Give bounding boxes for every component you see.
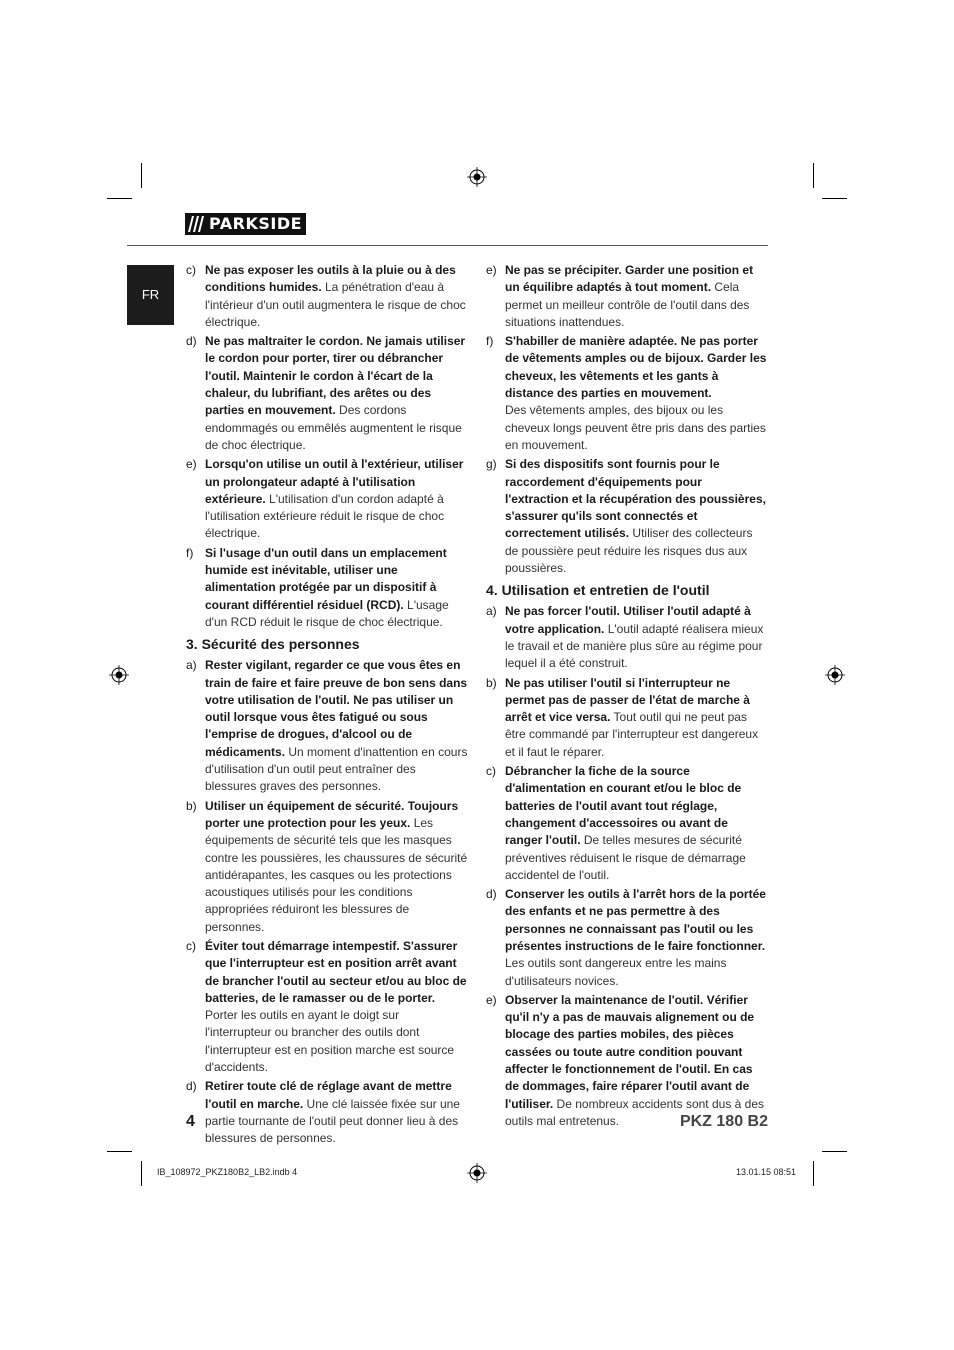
list-item bbox=[186, 262, 468, 331]
file-slug: IB_108972_PKZ180B2_LB2.indb 4 bbox=[157, 1167, 298, 1177]
item-label: f) bbox=[486, 334, 494, 349]
item-label: a) bbox=[486, 604, 497, 619]
item-instruction: Rester vigilant, regarder ce que vous êtes en train de faire et faire preuve de bon sens dans votre utilisation de l'outil. Ne pas utiliser un outil lorsque vous êtes fatigué ou sous l'emprise de drogues, d'alcool ou de médicaments. bbox=[205, 658, 468, 759]
item-label: c) bbox=[186, 938, 196, 953]
crop-mark bbox=[813, 163, 814, 188]
item-explanation: Les équipements de sécurité tels que les masques contre les poussières, les chaussures de sécurité antidérapantes, les casques ou les protections acoustiques utilisés pour les conditions appropriées réduiront les blessures de personnes. bbox=[205, 815, 468, 934]
right-column bbox=[486, 262, 768, 1132]
item-body bbox=[205, 798, 468, 936]
item-body bbox=[505, 262, 768, 331]
item-explanation: L'utilisation d'un cordon adapté à l'utilisation extérieure réduit le risque de choc électrique. bbox=[205, 491, 445, 541]
section-heading: 4. Utilisation et entretien de l'outil bbox=[486, 582, 710, 599]
item-label: b) bbox=[486, 675, 497, 690]
item-explanation: Des cordons endommagés ou emmêlés augmentent le risque de choc électrique. bbox=[205, 403, 462, 452]
item-instruction: Ne pas se précipiter. Garder une position et un équilibre adaptés à tout moment. bbox=[505, 263, 754, 295]
registration-mark-icon bbox=[467, 1163, 487, 1183]
crop-mark bbox=[822, 198, 847, 199]
crop-mark bbox=[822, 1151, 847, 1152]
item-explanation: De telles mesures de sécurité préventives réduisent le risque de démarrage accidentel de l'outil. bbox=[505, 833, 746, 882]
list-item bbox=[486, 262, 768, 331]
list-item bbox=[186, 938, 468, 1076]
brand-name: PARKSIDE bbox=[207, 213, 306, 235]
item-label: g) bbox=[486, 457, 497, 472]
section-heading: 3. Sécurité des personnes bbox=[186, 636, 360, 653]
item-label: b) bbox=[186, 798, 197, 813]
item-explanation: Tout outil qui ne peut pas être commandé par l'interrupteur est dangereux et il faut le réparer. bbox=[505, 710, 759, 759]
item-body bbox=[505, 763, 768, 884]
crop-mark bbox=[141, 1161, 142, 1186]
item-instruction: Utiliser un équipement de sécurité. Toujours porter une protection pour les yeux. bbox=[205, 798, 459, 830]
list-item bbox=[486, 603, 768, 672]
item-label: e) bbox=[486, 992, 497, 1007]
registration-mark-icon bbox=[825, 665, 845, 685]
item-explanation: Porter les outils en ayant le doigt sur l'interrupteur ou brancher des outils dont l'interrupteur est en position marche est source d'accidents. bbox=[205, 1008, 455, 1075]
item-instruction: Conserver les outils à l'arrêt hors de la portée des enfants et ne pas permettre à des personnes ne connaissant pas l'outil ou les présentes instructions de le faire fonctionner. bbox=[505, 887, 766, 953]
list-item bbox=[486, 675, 768, 761]
crop-mark bbox=[107, 1151, 132, 1152]
item-instruction: Si des dispositifs sont fournis pour le raccordement d'équipements pour l'extraction et la récupération des poussières, s'assurer qu'ils sont connectés et correctement utilisés. bbox=[505, 457, 766, 541]
item-instruction: Lorsqu'on utilise un outil à l'extérieur, utiliser un prolongateur adapté à l'utilisation extérieure. bbox=[205, 457, 464, 506]
item-explanation: Les outils sont dangereux entre les mains d'utilisateurs novices. bbox=[505, 956, 727, 988]
registration-mark-icon bbox=[109, 665, 129, 685]
item-body bbox=[505, 456, 768, 577]
page-number: 4 bbox=[186, 1113, 195, 1130]
crop-mark bbox=[107, 198, 132, 199]
item-label: c) bbox=[186, 263, 196, 277]
item-instruction: S'habiller de manière adaptée. Ne pas porter de vêtements amples ou de bijoux. Garder les cheveux, les vêtements et les gants à distance des parties en mouvement. bbox=[505, 334, 767, 401]
brand-logo bbox=[185, 213, 306, 235]
item-body bbox=[205, 456, 468, 542]
item-instruction: Ne pas exposer les outils à la pluie ou à des conditions humides. bbox=[205, 263, 456, 295]
item-explanation: De nombreux accidents sont dus à des outils mal entretenus. bbox=[505, 1096, 765, 1128]
left-column bbox=[186, 262, 468, 1150]
item-label: d) bbox=[186, 1079, 197, 1094]
item-label: e) bbox=[186, 457, 197, 472]
item-label: d) bbox=[486, 887, 497, 902]
list-item bbox=[486, 992, 768, 1130]
list-item bbox=[186, 657, 468, 795]
crop-mark bbox=[813, 1161, 814, 1186]
item-body bbox=[505, 992, 768, 1130]
list-item bbox=[486, 456, 768, 577]
item-label: e) bbox=[486, 263, 497, 277]
timestamp-slug: 13.01.15 08:51 bbox=[736, 1167, 797, 1177]
header-rule bbox=[127, 245, 768, 246]
item-explanation: L'outil adapté réalisera mieux le travail et de manière plus sûre au régime pour lequel il a été construit. bbox=[505, 621, 764, 671]
item-instruction: Ne pas utiliser l'outil si l'interrupteur ne permet pas de passer de l'état de marche à arrêt et vice versa. bbox=[505, 675, 750, 725]
list-item bbox=[186, 1078, 468, 1147]
item-body bbox=[205, 545, 468, 631]
language-tab: FR bbox=[127, 265, 174, 325]
registration-mark-icon bbox=[467, 167, 487, 187]
model-name: PKZ 180 B2 bbox=[679, 1113, 768, 1130]
parkside-stripes-icon bbox=[185, 213, 207, 235]
item-label: a) bbox=[186, 658, 197, 673]
item-body bbox=[205, 657, 468, 795]
item-explanation: Utiliser des collecteurs de poussière peut réduire les risques dus aux poussières. bbox=[505, 526, 753, 576]
list-item bbox=[186, 545, 468, 631]
item-label: c) bbox=[486, 764, 496, 779]
list-item bbox=[186, 798, 468, 936]
item-instruction: Si l'usage d'un outil dans un emplacement humide est inévitable, utiliser une alimentation protégée par un dispositif à courant différentiel résiduel (RCD). bbox=[205, 545, 447, 612]
item-instruction: Débrancher la fiche de la source d'alimentation en courant et/ou le bloc de batteries de l'outil avant tout réglage, changement d'accessoires ou avant de ranger l'outil. bbox=[505, 764, 742, 848]
item-body bbox=[505, 675, 768, 761]
list-item bbox=[186, 456, 468, 542]
item-label: d) bbox=[186, 334, 197, 349]
item-explanation: Des vêtements amples, des bijoux ou les cheveux longs peuvent être pris dans des parties en mouvement. bbox=[505, 403, 766, 452]
item-explanation: L'usage d'un RCD réduit le risque de choc électrique. bbox=[205, 597, 449, 629]
item-body bbox=[205, 333, 468, 454]
item-explanation: Cela permet un meilleur contrôle de l'outil dans des situations inattendues. bbox=[505, 280, 750, 329]
item-instruction: Éviter tout démarrage intempestif. S'assurer que l'interrupteur est en position arrêt avant de brancher l'outil au secteur et/ou au bloc de batteries, de le ramasser ou de le porter. bbox=[205, 938, 467, 1005]
item-instruction: Observer la maintenance de l'outil. Vérifier qu'il n'y a pas de mauvais alignement ou de blocage des parties mobiles, des pièces cassées ou toute autre condition pouvant affecter le fonctionnement de l'outil. En cas de dommages, faire réparer l'outil avant de l'utiliser. bbox=[505, 992, 755, 1111]
item-label: f) bbox=[186, 545, 194, 560]
item-body bbox=[505, 603, 768, 672]
item-body bbox=[205, 938, 468, 1076]
item-instruction: Retirer toute clé de réglage avant de mettre l'outil en marche. bbox=[205, 1079, 452, 1111]
item-body bbox=[205, 1078, 468, 1147]
item-body bbox=[505, 333, 768, 454]
list-item bbox=[486, 763, 768, 884]
list-item bbox=[486, 886, 768, 990]
crop-mark bbox=[141, 163, 142, 188]
item-explanation: Une clé laissée fixée sur une partie tournante de l'outil peut donner lieu à des blessures de personnes. bbox=[205, 1096, 460, 1146]
item-instruction: Ne pas forcer l'outil. Utiliser l'outil adapté à votre application. bbox=[505, 604, 751, 636]
item-instruction: Ne pas maltraiter le cordon. Ne jamais utiliser le cordon pour porter, tirer ou débrancher l'outil. Maintenir le cordon à l'écart de la chaleur, du lubrifiant, des arêtes ou des parties en mouvement. bbox=[205, 334, 466, 418]
list-item bbox=[186, 333, 468, 454]
item-explanation: Un moment d'inattention en cours d'utilisation d'un outil peut entraîner des blessures graves des personnes. bbox=[205, 744, 468, 794]
item-body bbox=[505, 886, 768, 990]
list-item bbox=[486, 333, 768, 454]
item-explanation: La pénétration d'eau à l'intérieur d'un outil augmentera le risque de choc électrique. bbox=[205, 280, 466, 329]
item-body bbox=[205, 262, 468, 331]
